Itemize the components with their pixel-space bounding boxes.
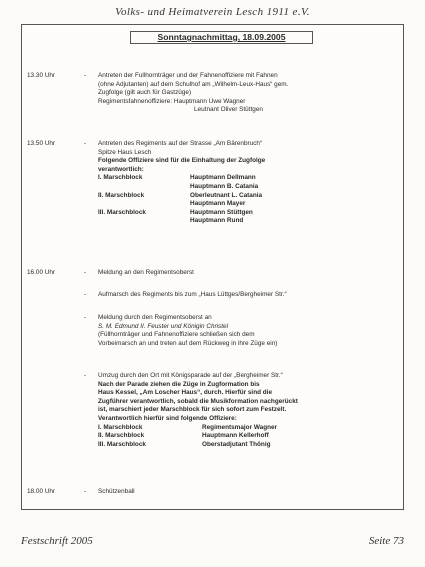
marschblock-officer: Hauptmann Dellmann bbox=[190, 174, 256, 182]
entry-text bbox=[98, 269, 396, 278]
entry-line: S. M. Edmund II. Feuster und Königin Christel bbox=[98, 322, 229, 330]
entry-dash: - bbox=[84, 291, 87, 298]
marschblock-officer: Oberleutnant L. Catania bbox=[190, 191, 263, 199]
entry-bold-line: ist, marschiert jeder Marschblock für sich sofort zum Festzelt. bbox=[98, 406, 287, 414]
marschblock-label: I. Marschblock bbox=[98, 423, 143, 431]
entry-line: Vorbeimarsch an und treten auf dem Rückweg in ihre Züge ein) bbox=[98, 339, 278, 347]
entry-line: Schützenball bbox=[98, 488, 135, 495]
entry-line: Meldung durch den Regimentsoberst an bbox=[98, 314, 212, 321]
marschblock-label: III. Marschblock bbox=[98, 208, 146, 216]
marschblock-label bbox=[98, 183, 186, 192]
marschblock-officer: Hauptmann Stüttgen bbox=[190, 208, 253, 216]
marschblock-officer: Hauptmann Kellerhoff bbox=[202, 432, 269, 440]
entry-dash: - bbox=[84, 488, 87, 495]
page-header: Volks- und Heimatverein Lesch 1911 e.V. bbox=[115, 6, 310, 18]
entry-line: (Füllhornträger und Fahnenoffiziere schließen sich dem bbox=[98, 331, 255, 339]
entry-text bbox=[98, 372, 396, 449]
marschblock-officer: Hauptmann B. Catania bbox=[190, 182, 259, 190]
marschblock-officer: Regimentsmajor Wagner bbox=[202, 423, 278, 431]
marschblock-officer: Hauptmann Rund bbox=[190, 217, 244, 225]
entry-text bbox=[98, 72, 396, 115]
schedule-title: Sonntagnachmittag, 18.09.2005 bbox=[130, 31, 313, 44]
marschblock-officer: Hauptmann Mayer bbox=[190, 200, 246, 208]
entry-bold-line: Verantwortlich hierfür sind folgende Offiziere: bbox=[98, 414, 237, 422]
entry-dash: - bbox=[84, 72, 87, 79]
entry-time: 13.30 Uhr bbox=[27, 72, 56, 79]
marschblock-label: II. Marschblock bbox=[98, 432, 145, 440]
entry-bold-line: Zugführer verantwortlich, sobald die Musikformation nachgerückt bbox=[98, 397, 298, 405]
entry-dash: - bbox=[84, 372, 87, 379]
entry-bold-line: Nach der Parade ziehen die Züge in Zugformation bis bbox=[98, 380, 260, 388]
entry-line: Antreten des Regiments auf der Strasse „Am Bärenbruch“ bbox=[98, 140, 263, 147]
entry-text bbox=[98, 314, 396, 348]
entry-dash: - bbox=[84, 269, 87, 276]
entry-time: 16.00 Uhr bbox=[27, 269, 56, 276]
entry-line: Antreten der Fullhornträger und der Fahnenoffiziere mit Fahnen bbox=[98, 72, 278, 79]
entry-line: Leutnant Oliver Stüttgen bbox=[194, 106, 263, 114]
marschblock-officer: Oberstadjutant Thönig bbox=[202, 440, 271, 448]
entry-bold-line: verantwortlich: bbox=[98, 165, 144, 173]
entry-text bbox=[98, 291, 396, 300]
marschblock-label: I. Marschblock bbox=[98, 174, 143, 182]
entry-dash: - bbox=[84, 140, 87, 147]
entry-line: (ohne Adjutanten) auf dem Schulhof am „Wilhelm-Leux-Haus“ gem. bbox=[98, 80, 289, 88]
entry-time: 13.50 Uhr bbox=[27, 140, 56, 147]
marschblock-list bbox=[98, 424, 396, 450]
marschblock-label: III. Marschblock bbox=[98, 440, 146, 448]
entry-text bbox=[98, 140, 396, 226]
entry-line: Zugfolge (gilt auch für Gastzüge) bbox=[98, 89, 192, 97]
schedule-frame bbox=[21, 24, 404, 510]
marschblock-label bbox=[98, 217, 186, 226]
entry-dash: - bbox=[84, 314, 87, 321]
entry-line: Umzug durch den Ort mit Königsparade auf der „Bergheimer Str.“ bbox=[98, 372, 283, 379]
marschblock-list bbox=[98, 174, 396, 226]
marschblock-label bbox=[98, 200, 186, 209]
entry-line: Spitze Haus Lesch bbox=[98, 148, 152, 156]
marschblock-label: II. Marschblock bbox=[98, 191, 145, 199]
page-number: Seite 73 bbox=[368, 535, 404, 547]
footer-left: Festschrift 2005 bbox=[21, 535, 93, 547]
entry-line: Meldung an den Regimentsoberst bbox=[98, 269, 194, 276]
entry-text bbox=[98, 488, 396, 497]
entry-time: 18.00 Uhr bbox=[27, 488, 56, 495]
entry-line: Regimentsfahnenoffiziere: Hauptmann Uwe Wagner bbox=[98, 97, 246, 105]
entry-bold-line: Folgende Offiziere sind für die Einhaltung der Zugfolge bbox=[98, 157, 266, 165]
entry-bold-line: Haus Kessel, „Am Loscher Haus“, durch. Hierfür sind die bbox=[98, 389, 273, 397]
entry-line: Aufmarsch des Regiments bis zum „Haus Lüttges/Bergheimer Str.“ bbox=[98, 291, 287, 298]
